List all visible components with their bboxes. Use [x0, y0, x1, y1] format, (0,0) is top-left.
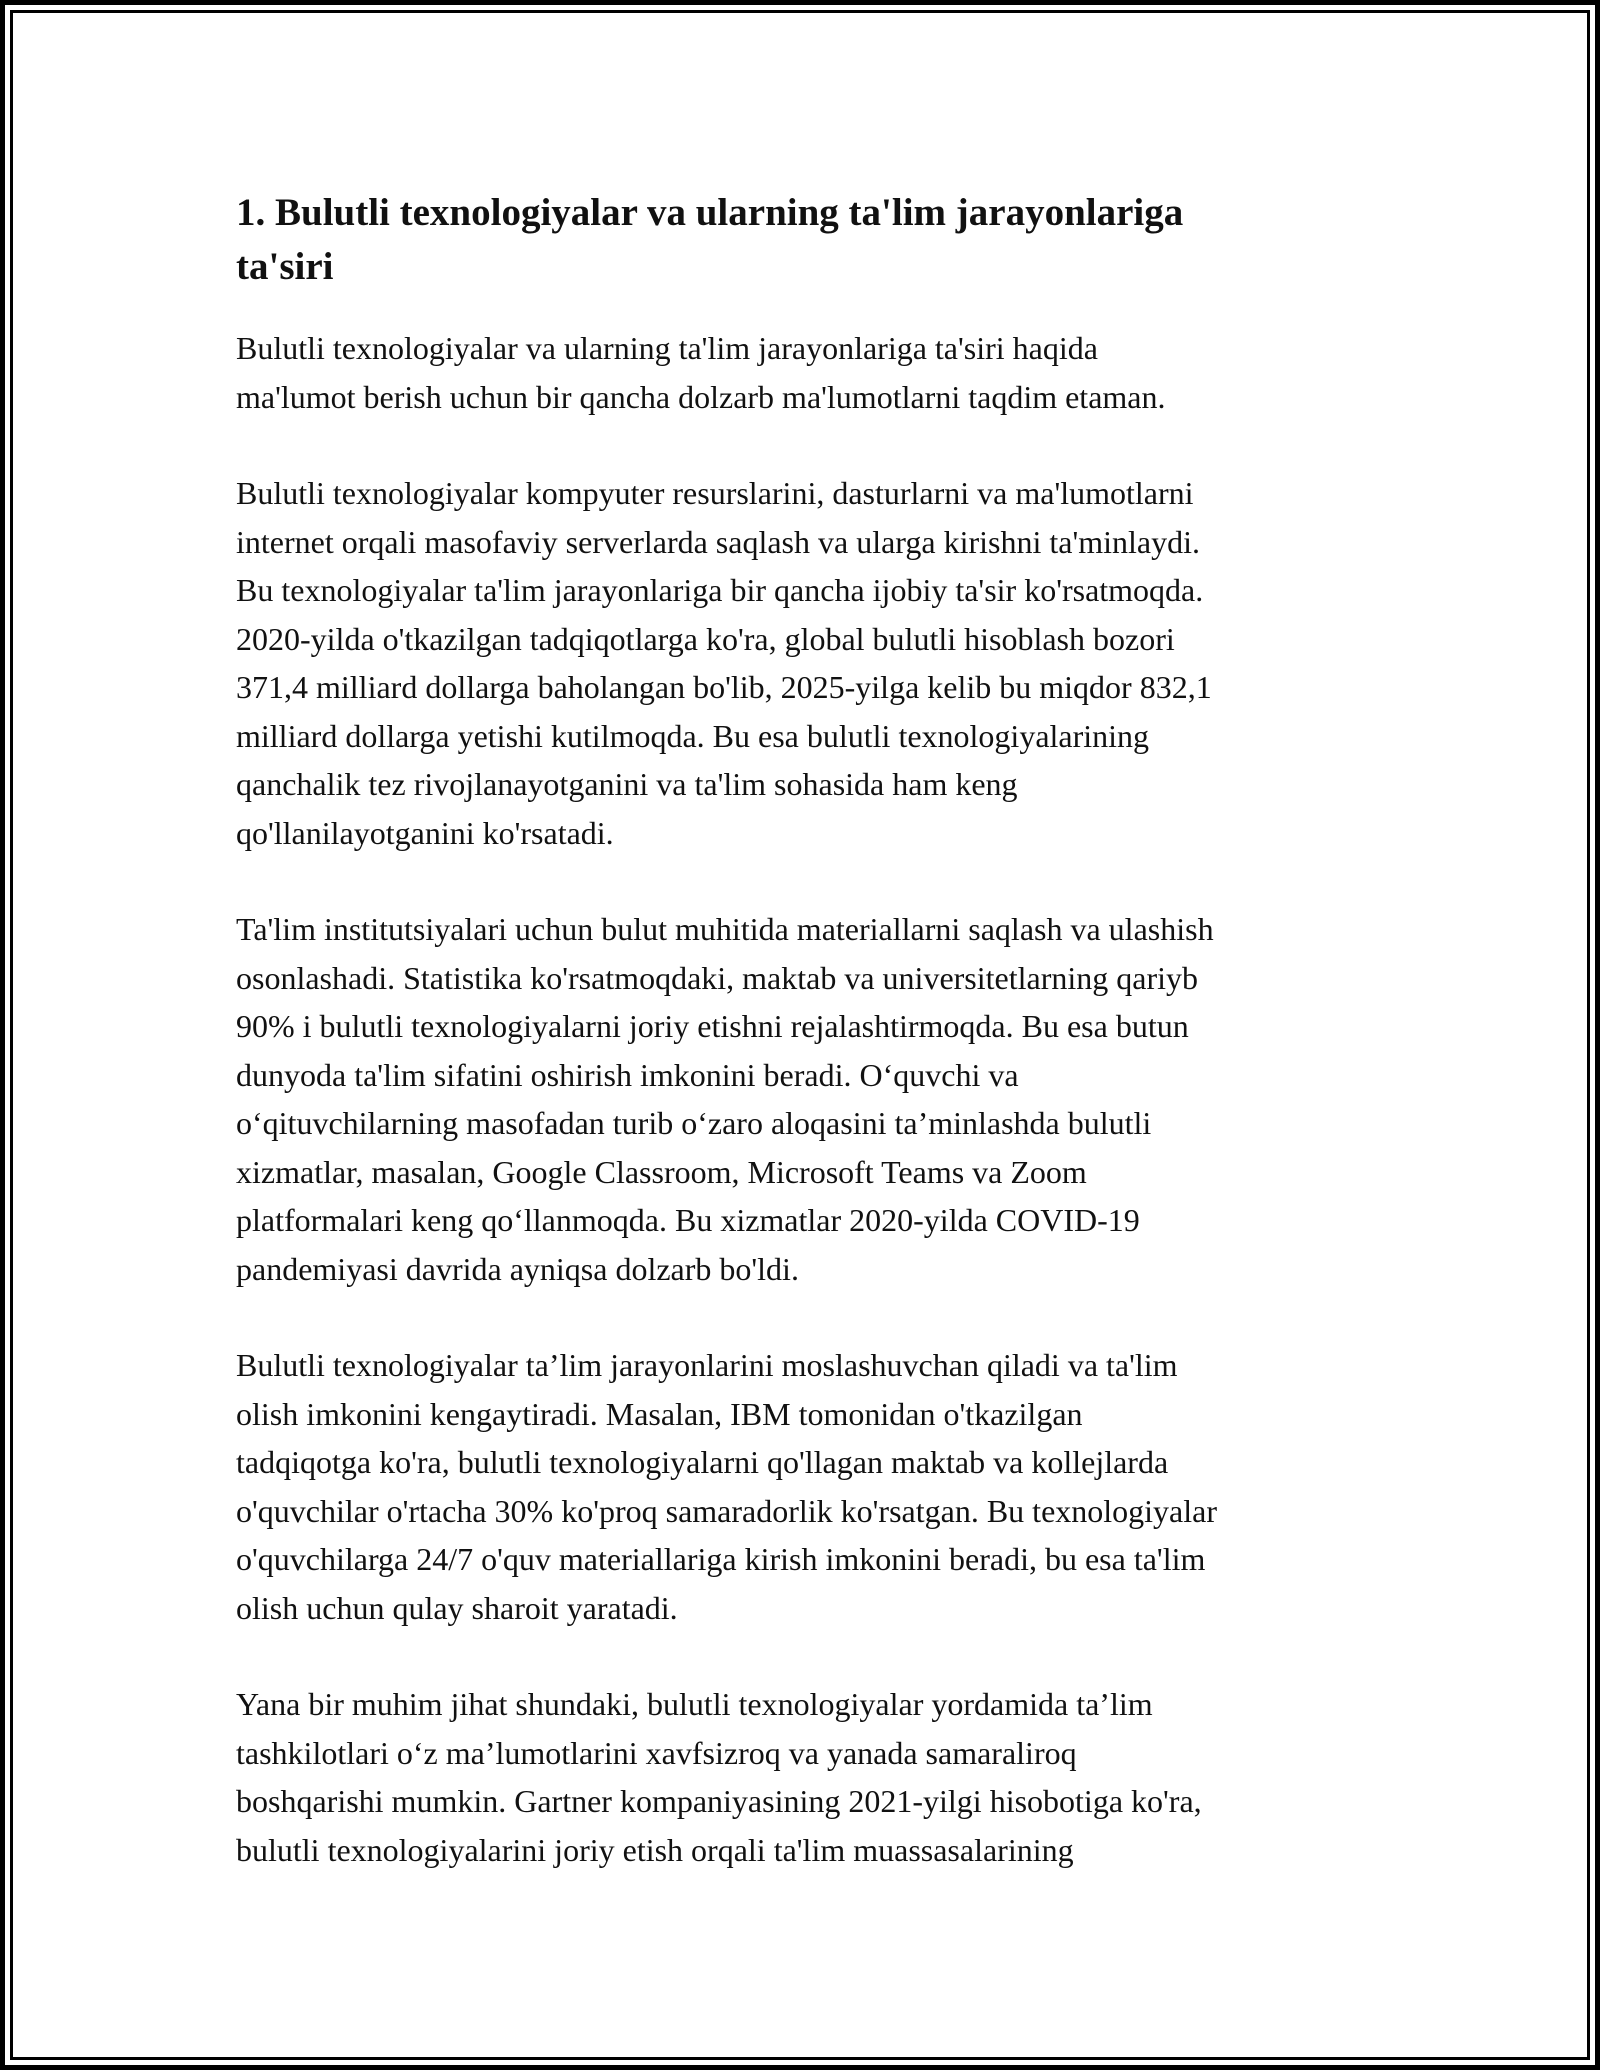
paragraph-line: Yana bir muhim jihat shundaki, bulutli texnologiyalar yordamida ta’lim	[236, 1686, 1153, 1722]
paragraph-line: Bulutli texnologiyalar kompyuter resurslarini, dasturlarni va ma'lumotlarni	[236, 475, 1194, 511]
title-line: 1. Bulutli texnologiyalar va ularning ta'lim jarayonlariga	[236, 191, 1184, 234]
paragraph-line: ma'lumot berish uchun bir qancha dolzarb ma'lumotlarni taqdim etaman.	[236, 378, 1166, 415]
paragraph-line: Bulutli texnologiyalar ta’lim jarayonlarini moslashuvchan qiladi va ta'lim	[236, 1347, 1178, 1383]
paragraph-line: qanchalik tez rivojlanayotganini va ta'lim sohasida ham keng	[236, 766, 1018, 802]
paragraph-line: 371,4 milliard dollarga baholangan bo'lib, 2025-yilga kelib bu miqdor 832,1	[236, 669, 1212, 705]
paragraph-line: Bulutli texnologiyalar va ularning ta'lim jarayonlariga ta'siri haqida	[236, 330, 1098, 366]
paragraph-line: qo'llanilayotganini ko'rsatadi.	[236, 814, 614, 851]
paragraph-line: o‘qituvchilarning masofadan turib o‘zaro aloqasini ta’minlashda bulutli	[236, 1105, 1152, 1141]
paragraph-line: 2020-yilda o'tkazilgan tadqiqotlarga ko'ra, global bulutli hisoblash bozori	[236, 620, 1175, 657]
paragraph-line: boshqarishi mumkin. Gartner kompaniyasining 2021-yilgi hisobotiga ko'ra,	[236, 1783, 1202, 1819]
paragraph-security	[236, 1680, 1366, 1874]
paragraph-line: Ta'lim institutsiyalari uchun bulut muhitida materiallarni saqlash va ulashish	[236, 911, 1214, 947]
paragraph-line: 90% i bulutli texnologiyalarni joriy etishni rejalashtirmoqda. Bu esa butun	[236, 1008, 1189, 1044]
paragraph-line: bulutli texnologiyalarini joriy etish orqali ta'lim muassasalarining	[236, 1831, 1074, 1868]
paragraph-line: o'quvchilarga 24/7 o'quv materiallariga kirish imkonini beradi, bu esa ta'lim	[236, 1541, 1206, 1577]
paragraph-line: olish uchun qulay sharoit yaratadi.	[236, 1589, 678, 1626]
paragraph-line: milliard dollarga yetishi kutilmoqda. Bu esa bulutli texnologiyalarining	[236, 717, 1150, 754]
document-title	[236, 186, 1296, 294]
paragraph-line: dunyoda ta'lim sifatini oshirish imkonini beradi. O‘quvchi va	[236, 1056, 1019, 1093]
paragraph-line: xizmatlar, masalan, Google Classroom, Microsoft Teams va Zoom	[236, 1153, 1087, 1190]
document-body	[236, 186, 1366, 1922]
paragraph-flexibility	[236, 1341, 1366, 1632]
paragraph-line: platformalari keng qo‘llanmoqda. Bu xizmatlar 2020-yilda COVID-19	[236, 1202, 1140, 1238]
paragraph-cloud-market	[236, 469, 1366, 857]
paragraph-intro	[236, 324, 1366, 421]
paragraph-line: pandemiyasi davrida ayniqsa dolzarb bo'ldi.	[236, 1250, 799, 1287]
paragraph-line: osonlashadi. Statistika ko'rsatmoqdaki, maktab va universitetlarning qariyb	[236, 959, 1199, 996]
paragraph-line: o'quvchilar o'rtacha 30% ko'proq samaradorlik ko'rsatgan. Bu texnologiyalar	[236, 1492, 1217, 1529]
paragraph-line: olish imkonini kengaytiradi. Masalan, IBM tomonidan o'tkazilgan	[236, 1395, 1083, 1432]
paragraph-line: internet orqali masofaviy serverlarda saqlash va ularga kirishni ta'minlaydi.	[236, 523, 1200, 560]
paragraph-line: Bu texnologiyalar ta'lim jarayonlariga bir qancha ijobiy ta'sir ko'rsatmoqda.	[236, 572, 1204, 608]
paragraph-institutions	[236, 905, 1366, 1293]
title-line: ta'siri	[236, 245, 334, 288]
paragraph-line: tadqiqotga ko'ra, bulutli texnologiyalarni qo'llagan maktab va kollejlarda	[236, 1444, 1169, 1480]
paragraph-line: tashkilotlari o‘z ma’lumotlarini xavfsizroq va yanada samaraliroq	[236, 1734, 1077, 1771]
